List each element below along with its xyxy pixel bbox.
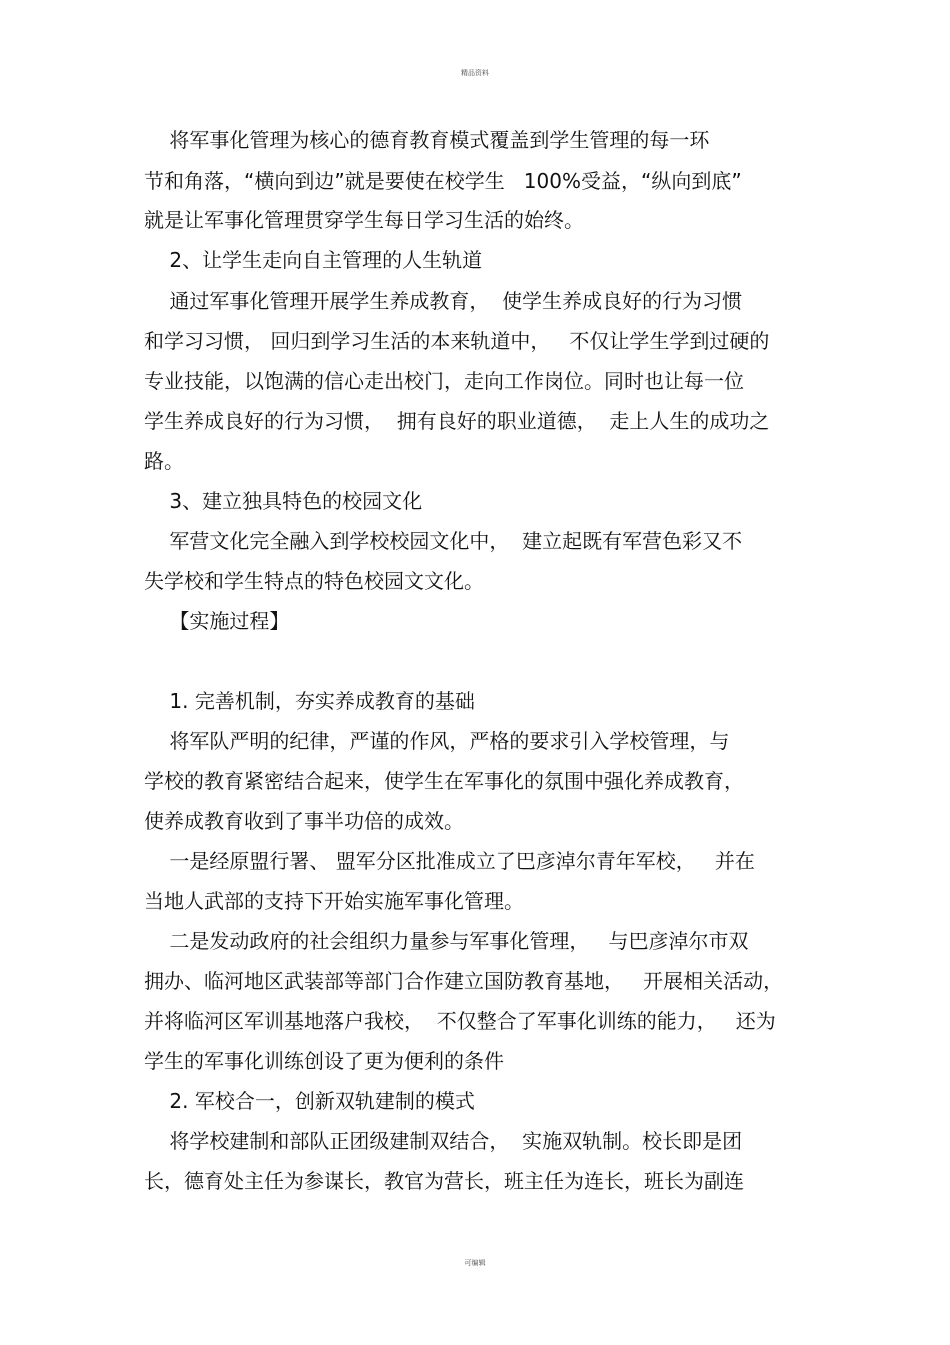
- section-heading: 1. 完善机制，夯实养成教育的基础: [144, 689, 475, 713]
- text-line: 将军队严明的纪律，严谨的作风，严格的要求引入学校管理，与: [144, 729, 730, 753]
- text-line: 学生的军事化训练创设了更为便利的条件: [144, 1049, 504, 1073]
- section-heading: 2、让学生走向自主管理的人生轨道: [144, 248, 483, 272]
- section-heading: 2. 军校合一，创新双轨建制的模式: [144, 1089, 475, 1113]
- text-line: 专业技能，以饱满的信心走出校门，走向工作岗位。同时也让每一位: [144, 369, 744, 393]
- page-footer: 可编辑: [464, 1259, 486, 1267]
- text-line: 并将临河区军训基地落户我校， 不仅整合了军事化训练的能力， 还为: [144, 1009, 776, 1033]
- section-heading: 3、建立独具特色的校园文化: [144, 489, 423, 513]
- text-line: 就是让军事化管理贯穿学生每日学习生活的始终。: [144, 208, 584, 232]
- section-heading: 【实施过程】: [144, 609, 290, 633]
- text-line: 一是经原盟行署、 盟军分区批准成立了巴彦淖尔青年军校， 并在: [144, 849, 755, 873]
- text-line: 和学习习惯， 回归到学习生活的本来轨道中， 不仅让学生学到过硬的: [144, 329, 770, 353]
- text-line: 节和角落，“横向到边”就是要使在校学生 100%受益，“纵向到底”: [144, 169, 742, 193]
- text-line: 学生养成良好的行为习惯， 拥有良好的职业道德， 走上人生的成功之: [144, 409, 770, 433]
- text-line: 通过军事化管理开展学生养成教育， 使学生养成良好的行为习惯: [144, 289, 743, 313]
- text-line: 使养成教育收到了事半功倍的成效。: [144, 809, 464, 833]
- text-line: 将军事化管理为核心的德育教育模式覆盖到学生管理的每一环: [144, 128, 710, 152]
- text-line: 学校的教育紧密结合起来，使学生在军事化的氛围中强化养成教育，: [144, 769, 744, 793]
- text-line: 军营文化完全融入到学校校园文化中， 建立起既有军营色彩又不: [144, 529, 743, 553]
- text-line: 失学校和学生特点的特色校园文文化。: [144, 569, 484, 593]
- text-line: 长，德育处主任为参谋长，教官为营长，班主任为连长，班长为副连: [144, 1169, 744, 1193]
- text-line: 拥办、临河地区武装部等部门合作建立国防教育基地， 开展相关活动，: [144, 969, 784, 993]
- text-line: 二是发动政府的社会组织力量参与军事化管理， 与巴彦淖尔市双: [144, 929, 749, 953]
- text-line: 当地人武部的支持下开始实施军事化管理。: [144, 889, 524, 913]
- page-header: 精品资料: [461, 69, 489, 77]
- text-line: 将学校建制和部队正团级建制双结合， 实施双轨制。校长即是团: [144, 1129, 743, 1153]
- text-line: 路。: [144, 449, 184, 473]
